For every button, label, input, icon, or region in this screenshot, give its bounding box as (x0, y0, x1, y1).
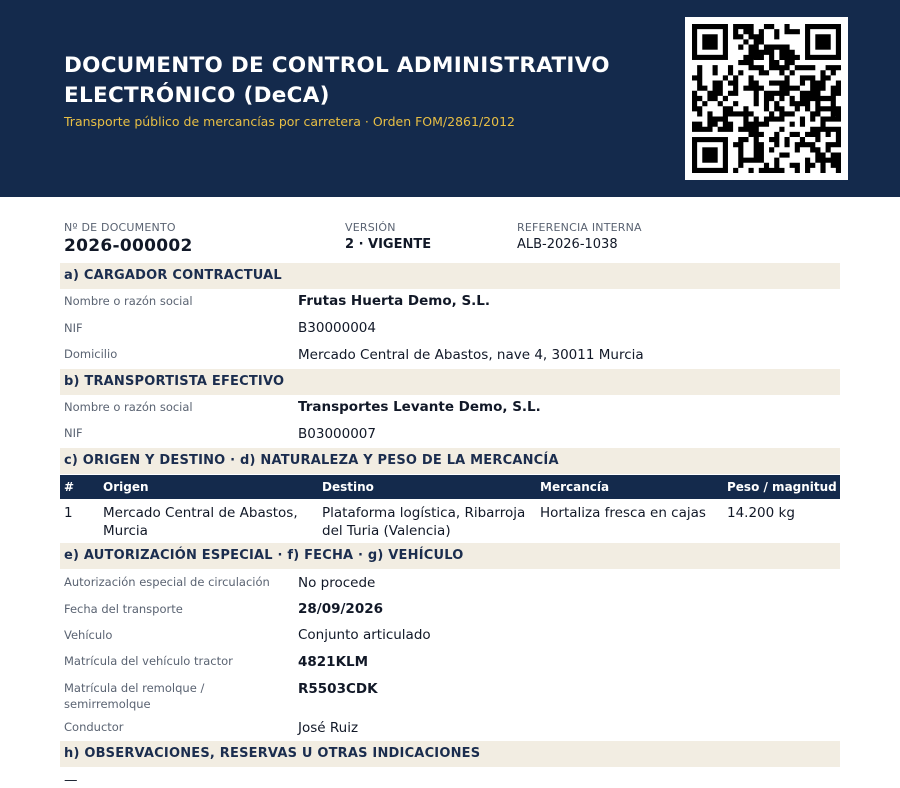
authorization-value: No procede (298, 575, 376, 591)
transportista-nif-label: NIF (64, 426, 83, 440)
goods-table-header (60, 475, 840, 499)
section-cargador-heading: a) CARGADOR CONTRACTUAL (60, 263, 840, 289)
transport-date-label: Fecha del transporte (64, 602, 183, 616)
col-origin-header: Origen (103, 480, 149, 494)
document-header (0, 0, 900, 197)
version-block (345, 221, 431, 252)
document-subtitle: Transporte público de mercancías por carretera · Orden FOM/2861/2012 (64, 114, 515, 129)
qr-code-graphic (692, 24, 841, 173)
reference-value: ALB-2026-1038 (517, 237, 618, 252)
qr-finder-pattern-3 (695, 140, 726, 171)
cargador-name: Frutas Huerta Demo, S.L. (298, 293, 491, 309)
version-label: VERSIÓN (345, 221, 396, 234)
col-number-header: # (64, 480, 75, 494)
transportista-nif: B03000007 (298, 426, 376, 442)
trailer-plate-label-line-2: semirremolque (64, 697, 151, 711)
qr-finder-pattern-2 (808, 27, 839, 58)
section-observations-heading: h) OBSERVACIONES, RESERVAS U OTRAS INDICACIONES (60, 741, 840, 767)
row-goods: Hortaliza fresca en cajas (540, 505, 706, 521)
cargador-address: Mercado Central de Abastos, nave 4, 30011 Murcia (298, 347, 644, 363)
col-goods-header: Mercancía (540, 480, 610, 494)
reference-block (517, 221, 642, 252)
cargador-address-label: Domicilio (64, 347, 118, 361)
section-goods-heading: c) ORIGEN Y DESTINO · d) NATURALEZA Y PESO DE LA MERCANCÍA (60, 448, 840, 474)
driver-value: José Ruiz (298, 720, 359, 736)
vehicle-value: Conjunto articulado (298, 627, 431, 643)
section-transport-heading: e) AUTORIZACIÓN ESPECIAL · f) FECHA · g) VEHÍCULO (60, 543, 840, 569)
doc-number-label: Nº DE DOCUMENTO (64, 221, 176, 234)
section-transportista-heading: b) TRANSPORTISTA EFECTIVO (60, 369, 840, 395)
trailer-plate-label-line-1: Matrícula del remolque / (64, 681, 205, 695)
document-title (64, 51, 664, 111)
row-origin-line-1: Mercado Central de Abastos, (103, 505, 298, 521)
vehicle-label: Vehículo (64, 628, 113, 642)
qr-code-icon (685, 17, 848, 180)
cargador-nif: B30000004 (298, 320, 376, 336)
cargador-name-label: Nombre o razón social (64, 294, 193, 308)
cargador-nif-label: NIF (64, 321, 83, 335)
row-destination (322, 504, 525, 540)
row-destination-line-2: del Turia (Valencia) (322, 523, 451, 539)
row-weight: 14.200 kg (727, 505, 795, 521)
row-number: 1 (64, 505, 73, 521)
doc-number: 2026-000002 (64, 236, 193, 256)
authorization-label: Autorización especial de circulación (64, 575, 270, 589)
trailer-plate-label (64, 680, 204, 712)
col-weight-header: Peso / magnitud (727, 480, 837, 494)
tractor-plate: 4821KLM (298, 654, 369, 670)
title-line-1: DOCUMENTO DE CONTROL ADMINISTRATIVO (64, 53, 610, 78)
doc-number-block (64, 221, 193, 256)
row-destination-line-1: Plataforma logística, Ribarroja (322, 505, 526, 521)
col-destination-header: Destino (322, 480, 374, 494)
qr-finder-pattern-1 (695, 27, 726, 58)
transportista-name-label: Nombre o razón social (64, 400, 193, 414)
version-value: 2 · VIGENTE (345, 237, 432, 252)
trailer-plate: R5503CDK (298, 681, 378, 697)
tractor-plate-label: Matrícula del vehículo tractor (64, 654, 233, 668)
transport-date: 28/09/2026 (298, 601, 384, 617)
reference-label: REFERENCIA INTERNA (517, 221, 642, 234)
transportista-name: Transportes Levante Demo, S.L. (298, 399, 541, 415)
observations-text: — (64, 772, 78, 788)
row-origin (103, 504, 298, 540)
driver-label: Conductor (64, 720, 124, 734)
row-origin-line-2: Murcia (103, 523, 148, 539)
title-line-2: ELECTRÓNICO (DeCA) (64, 83, 330, 108)
